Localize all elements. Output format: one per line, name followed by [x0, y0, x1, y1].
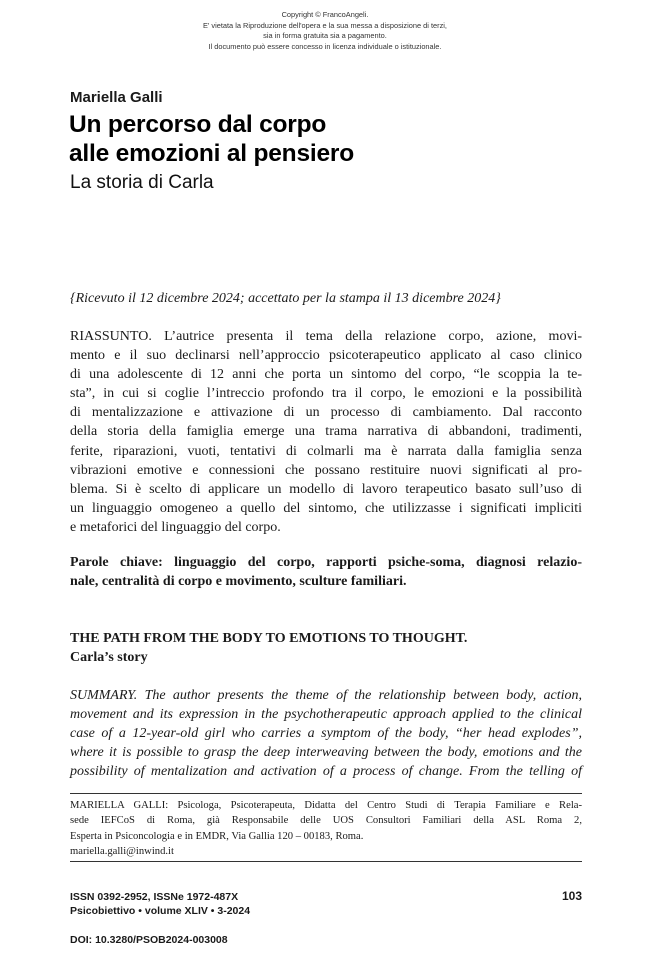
author-note	[70, 798, 582, 859]
author-note-line: sede IEFCoS di Roma, già Responsabile delle UOS Consultori Familiari della ASL Roma 2,	[70, 815, 582, 827]
journal-volume: Psicobiettivo • volume XLIV • 3-2024	[70, 905, 251, 917]
issn: ISSN 0392-2952, ISSNe 1972-487X	[70, 891, 239, 903]
abstract-line: sta”, in cui si coglie l’intreccio profondo tra il corpo, le emozioni e la possibilità	[70, 386, 582, 402]
keywords-line: nale, centralità di corpo e movimento, sculture familiari.	[70, 574, 407, 590]
abstract-line: di una adolescente di 12 anni che porta un sintomo del corpo, “le scoppia la te-	[70, 367, 582, 383]
abstract-line: vibrazioni emotive e connessioni che possano restituire nuovi significati al pro-	[70, 462, 582, 478]
abstract-line: blema. Si è scelto di applicare un modello di lavoro terapeutico basato sull’uso di	[70, 481, 582, 497]
author-note-line: MARIELLA GALLI: Psicologa, Psicoterapeuta, Didatta del Centro Studi di Terapia Familiare e Rela-	[70, 800, 582, 811]
article-author: Mariella Galli	[70, 89, 163, 106]
summary-line: where it is possible to grasp the deep interweaving between the body, emotions and the	[70, 745, 582, 761]
article-title-line: alle emozioni al pensiero	[69, 140, 355, 167]
page-number: 103	[561, 889, 582, 903]
keywords-italian	[70, 553, 582, 591]
journal-info	[70, 890, 250, 918]
footnote-top-divider	[70, 793, 582, 794]
copyright-notice	[0, 10, 650, 52]
article-subtitle: La storia di Carla	[70, 172, 214, 193]
summary-english	[70, 686, 582, 781]
author-note-line: Esperta in Psiconcologia e in EMDR, Via Gallia 120 – 00183, Roma.	[70, 830, 364, 842]
summary-line: SUMMARY. The author presents the theme of the relationship between body, action,	[70, 688, 582, 703]
abstract-italian	[70, 327, 582, 537]
english-title-line: THE PATH FROM THE BODY TO EMOTIONS TO THOUGHT.	[70, 631, 468, 646]
summary-line: movement and its expression in the psychotherapeutic approach applied to the clinical	[70, 707, 582, 723]
summary-line: possibility of mentalization and activation of a process of change. From the telling of	[70, 764, 582, 780]
doi: DOI: 10.3280/PSOB2024-003008	[70, 934, 228, 946]
copyright-line: Il documento può essere concesso in licenza individuale o istituzionale.	[208, 41, 442, 51]
english-title	[70, 629, 582, 667]
abstract-line: RIASSUNTO. L’autrice presenta il tema della relazione corpo, azione, movi-	[70, 329, 582, 344]
summary-line: case of a 12-year-old girl who carries a symptom of the body, “her head explodes”,	[70, 726, 582, 742]
copyright-line: Copyright © FrancoAngeli.	[281, 10, 369, 19]
copyright-line: E' vietata la Riproduzione dell'opera e la sua messa a disposizione di terzi,	[203, 20, 447, 30]
abstract-line: di mentalizzazione e attivazione di un processo di cambiamento. Dal racconto	[70, 405, 582, 421]
copyright-line: sia in forma gratuita sia a pagamento.	[263, 31, 387, 41]
abstract-line: mento e il suo declinarsi nell’approccio psicoterapeutico applicato al caso clinico	[70, 348, 582, 364]
english-title-line: Carla’s story	[70, 650, 148, 665]
received-dates: {Ricevuto il 12 dicembre 2024; accettato per la stampa il 13 dicembre 2024}	[70, 291, 501, 306]
abstract-line: e metaforici del linguaggio del corpo.	[70, 519, 281, 535]
footnote-bottom-divider	[70, 861, 582, 862]
article-title-line: Un percorso dal corpo	[69, 111, 327, 138]
abstract-line: della storia della famiglia emerge una trama narrativa di abbandoni, tradimenti,	[70, 424, 582, 440]
keywords-line: Parole chiave: linguaggio del corpo, rapporti psiche-soma, diagnosi relazio-	[70, 555, 582, 570]
author-email: mariella.galli@inwind.it	[70, 845, 174, 857]
abstract-line: ferite, riparazioni, vuoti, tentativi di colmarli ma è narrata dalla famiglia senza	[70, 443, 582, 459]
article-title	[69, 110, 629, 168]
abstract-line: un linguaggio omogeneo a quello del sintomo, che utilizzasse i significati impliciti	[70, 500, 582, 516]
